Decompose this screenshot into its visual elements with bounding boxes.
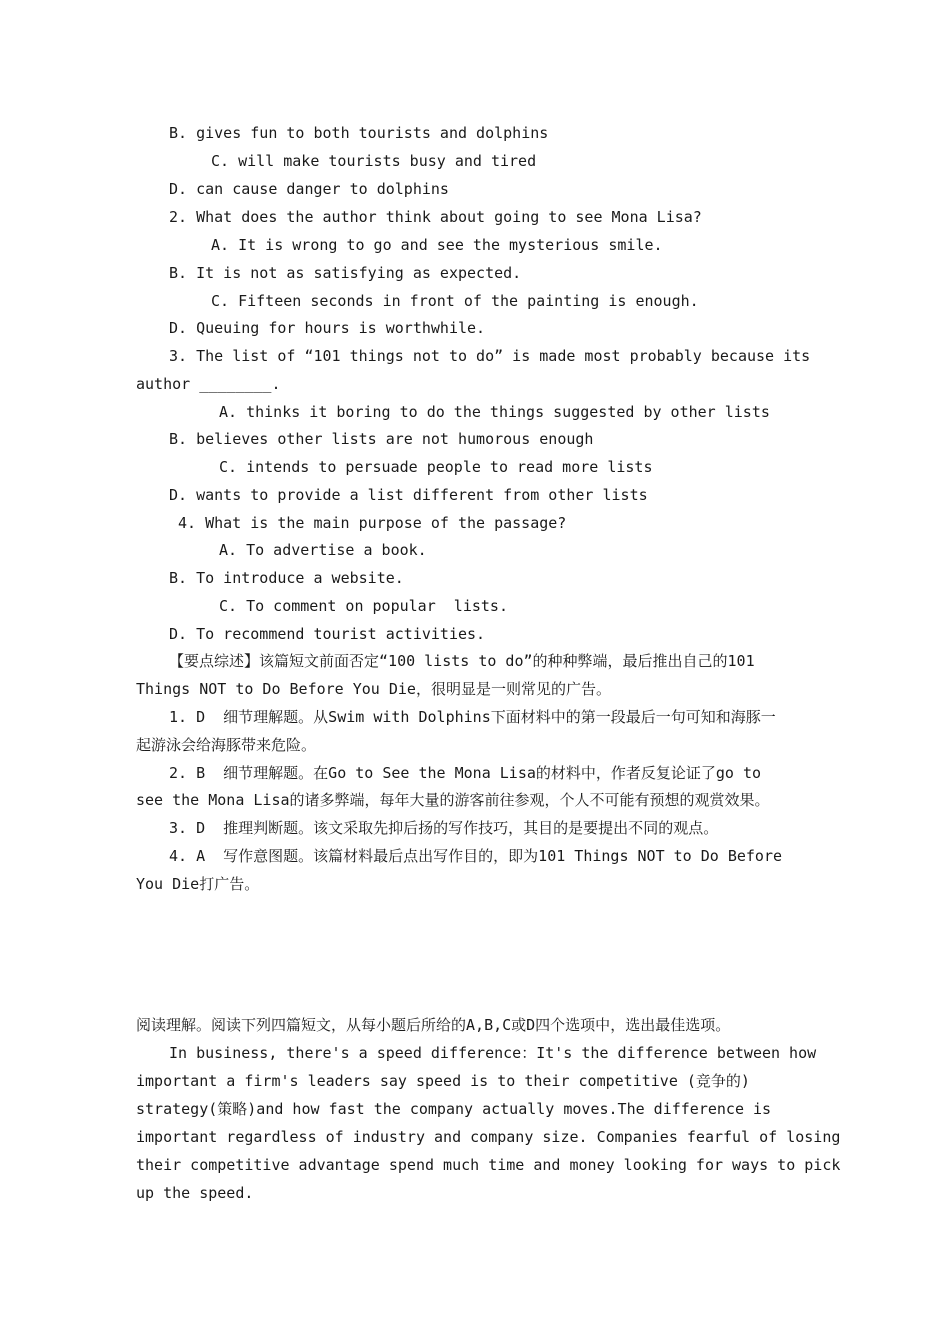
q4-option-a: A. To advertise a book. xyxy=(219,541,427,559)
q2-option-c: C. Fifteen seconds in front of the painting is enough. xyxy=(211,292,699,310)
q3-option-b: B. believes other lists are not humorous enough xyxy=(169,430,594,448)
passage-line-5: their competitive advantage spend much time and money looking for ways to pick xyxy=(136,1156,841,1174)
q3-stem-line-2: author ________. xyxy=(136,375,281,393)
answer-3: 3. D 推理判断题。该文采取先抑后扬的写作技巧，其目的是要提出不同的观点。 xyxy=(169,819,719,837)
q3-option-a: A. thinks it boring to do the things suggested by other lists xyxy=(219,403,770,421)
answer-2-line-1: 2. B 细节理解题。在Go to See the Mona Lisa的材料中，作者反复论证了go to xyxy=(169,764,762,782)
q2-option-b: B. It is not as satisfying as expected. xyxy=(169,264,522,282)
q4-option-c: C. To comment on popular lists. xyxy=(219,597,508,615)
passage-line-2: important a firm's leaders say speed is to their competitive (竞争的) xyxy=(136,1072,750,1090)
answer-4-line-1: 4. A 写作意图题。该篇材料最后点出写作目的，即为101 Things NOT to Do Before xyxy=(169,847,783,865)
q1-option-b: B. gives fun to both tourists and dolphins xyxy=(169,124,549,142)
answer-1-line-2: 起游泳会给海豚带来危险。 xyxy=(136,736,317,754)
q4-option-d: D. To recommend tourist activities. xyxy=(169,625,486,643)
q2-stem: 2. What does the author think about going to see Mona Lisa? xyxy=(169,208,702,226)
summary-line-1: 【要点综述】该篇短文前面否定“100 lists to do”的种种弊端，最后推出自己的101 xyxy=(169,652,755,670)
passage-line-4: important regardless of industry and company size. Companies fearful of losing xyxy=(136,1128,841,1146)
reading-instruction: 阅读理解。阅读下列四篇短文，从每小题后所给的A,B,C或D四个选项中，选出最佳选项。 xyxy=(136,1016,731,1034)
passage-line-1: In business, there's a speed difference：It's the difference between how xyxy=(169,1044,817,1062)
summary-line-2: Things NOT to Do Before You Die，很明显是一则常见的广告。 xyxy=(136,680,611,698)
q1-option-c: C. will make tourists busy and tired xyxy=(211,152,537,170)
answer-4-line-2: You Die打广告。 xyxy=(136,875,260,893)
q2-option-a: A. It is wrong to go and see the mysterious smile. xyxy=(211,236,663,254)
q3-option-d: D. wants to provide a list different from other lists xyxy=(169,486,648,504)
passage-line-3: strategy(策略)and how fast the company actually moves.The difference is xyxy=(136,1100,772,1118)
q3-stem-line-1: 3. The list of “101 things not to do” is made most probably because its xyxy=(169,347,811,365)
q2-option-d: D. Queuing for hours is worthwhile. xyxy=(169,319,486,337)
q1-option-d: D. can cause danger to dolphins xyxy=(169,180,449,198)
q3-option-c: C. intends to persuade people to read more lists xyxy=(219,458,653,476)
answer-2-line-2: see the Mona Lisa的诸多弊端，每年大量的游客前往参观，个人不可能有预想的观赏效果。 xyxy=(136,791,770,809)
answer-1-line-1: 1. D 细节理解题。从Swim with Dolphins下面材料中的第一段最后一句可知和海豚一 xyxy=(169,708,776,726)
passage-line-6: up the speed. xyxy=(136,1184,254,1202)
q4-stem: 4. What is the main purpose of the passage? xyxy=(178,514,567,532)
q4-option-b: B. To introduce a website. xyxy=(169,569,404,587)
